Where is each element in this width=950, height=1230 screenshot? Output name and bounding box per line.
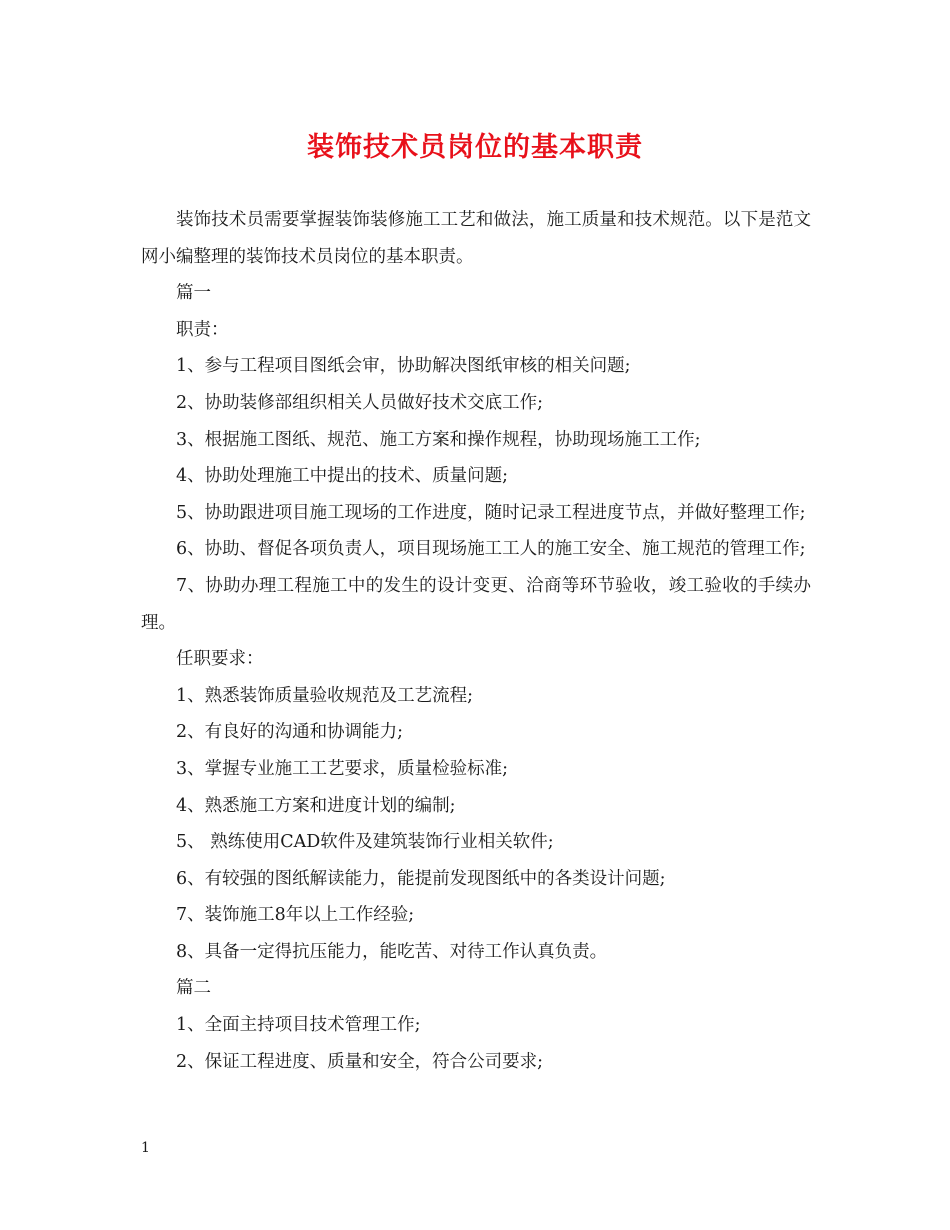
- duty-item-4: 4、协助处理施工中提出的技术、质量问题;: [176, 466, 509, 487]
- subheading-duties: 职责：: [176, 319, 229, 340]
- page-number: 1: [141, 1140, 150, 1156]
- intro-paragraph: 装饰技术员需要掌握装饰装修施工工艺和做法，施工质量和技术规范。以下是范文网小编整理的装饰技术员岗位的基本职责。: [141, 210, 811, 267]
- duty-item-3: 3、根据施工图纸、规范、施工方案和操作规程，协助现场施工工作;: [176, 429, 701, 450]
- requirement-item-2: 2、有良好的沟通和协调能力;: [176, 722, 404, 743]
- duty-item-5: 5、协助跟进项目施工现场的工作进度，随时记录工程进度节点，并做好整理工作;: [176, 502, 806, 523]
- requirement-item-8: 8、具备一定得抗压能力，能吃苦、对待工作认真负责。: [176, 941, 608, 962]
- requirement-item-1: 1、熟悉装饰质量验收规范及工艺流程;: [176, 685, 474, 706]
- section-heading-part-one: 篇一: [176, 283, 211, 304]
- requirement-item-3: 3、掌握专业施工工艺要求，质量检验标准;: [176, 758, 509, 779]
- part-two-item-2: 2、保证工程进度、质量和安全，符合公司要求;: [176, 1051, 544, 1072]
- subheading-requirements: 任职要求：: [176, 649, 264, 670]
- requirement-item-7: 7、装饰施工8年以上工作经验;: [176, 905, 415, 926]
- section-heading-part-two: 篇二: [176, 978, 211, 999]
- duty-item-6: 6、协助、督促各项负责人，项目现场施工工人的施工安全、施工规范的管理工作;: [176, 539, 806, 560]
- duty-item-7: 7、协助办理工程施工中的发生的设计变更、洽商等环节验收，竣工验收的手续办理。: [141, 575, 811, 633]
- duty-item-1: 1、参与工程项目图纸会审，协助解决图纸审核的相关问题;: [176, 356, 631, 377]
- part-two-item-1: 1、全面主持项目技术管理工作;: [176, 1015, 421, 1036]
- document-body: [141, 202, 811, 1080]
- duty-item-2: 2、协助装修部组织相关人员做好技术交底工作;: [176, 392, 544, 413]
- requirement-item-6: 6、有较强的图纸解读能力，能提前发现图纸中的各类设计问题;: [176, 868, 666, 889]
- document-title: 装饰技术员岗位的基本职责: [307, 132, 643, 163]
- requirement-item-4: 4、熟悉施工方案和进度计划的编制;: [176, 795, 456, 816]
- requirement-item-5: 5、 熟练使用CAD软件及建筑装饰行业相关软件;: [176, 832, 554, 853]
